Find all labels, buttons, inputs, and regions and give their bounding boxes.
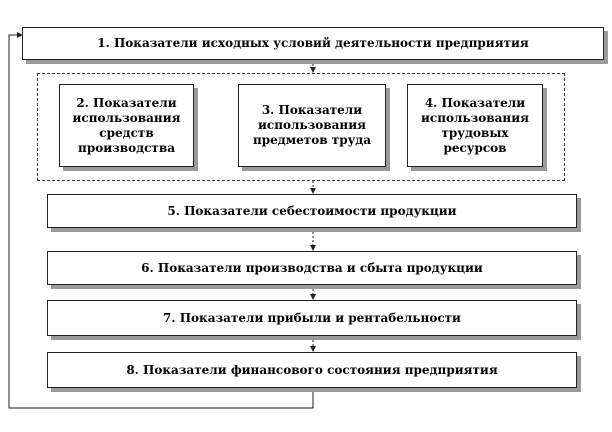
box-initial-conditions — [22, 27, 604, 60]
box-profit-and-profitability — [47, 300, 577, 336]
box-4-label: 4. Показатели использования трудовых ресурсов — [421, 95, 529, 155]
box-means-of-production — [59, 84, 194, 167]
box-6-label: 6. Показатели производства и сбыта продукции — [141, 260, 483, 275]
box-7-label: 7. Показатели прибыли и рентабельности — [163, 310, 461, 325]
box-1-label: 1. Показатели исходных условий деятельности предприятия — [97, 36, 529, 50]
box-production-and-sales — [47, 251, 577, 285]
box-production-cost — [47, 194, 577, 228]
box-financial-condition — [47, 352, 577, 388]
box-8-label: 8. Показатели финансового состояния предприятия — [126, 362, 498, 377]
box-5-label: 5. Показатели себестоимости продукции — [167, 203, 457, 218]
box-objects-of-labor — [238, 84, 386, 167]
box-3-label: 3. Показатели использования предметов труда — [252, 103, 372, 147]
box-2-label: 2. Показатели использования средств производства — [72, 95, 181, 155]
box-labor-resources — [407, 84, 543, 167]
